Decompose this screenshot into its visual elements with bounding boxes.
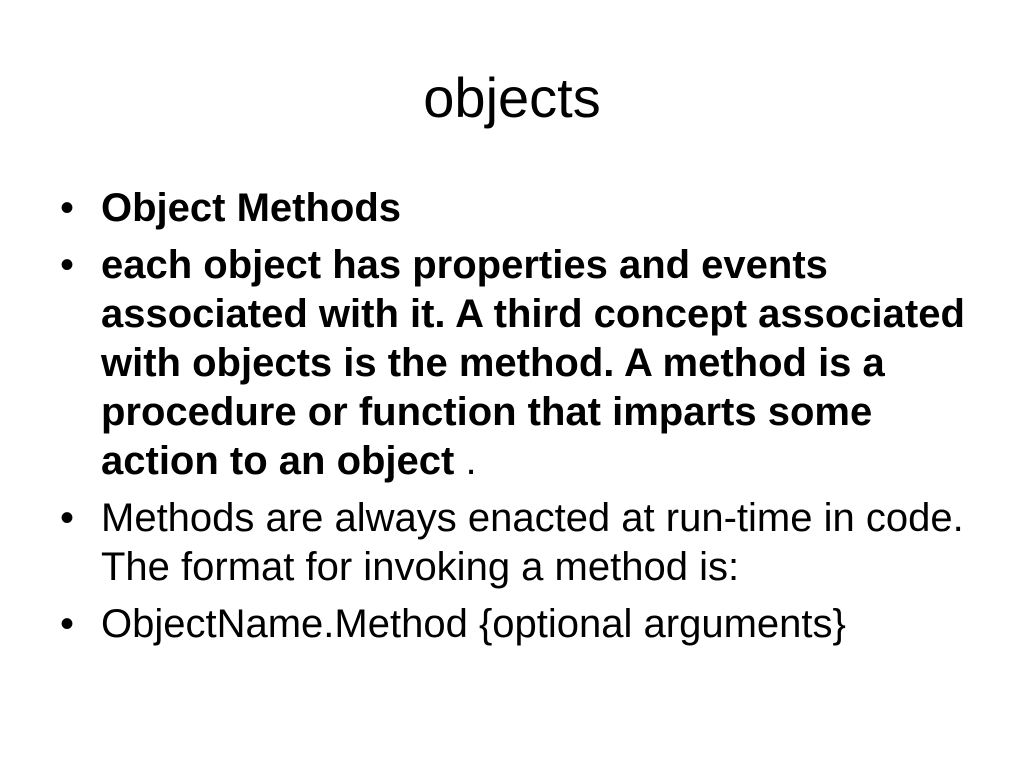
bullet-text: Methods are always enacted at run-time in code. The format for invoking a method is: — [101, 496, 964, 589]
slide-title: objects — [423, 66, 601, 129]
bullet-list — [60, 184, 980, 657]
bullet-text: each object has properties and events associated with it. A third concept associated with objects is the method. A method is a procedure or function that imparts some action to an object — [101, 243, 965, 483]
bullet-item — [60, 241, 980, 486]
bullet-item — [60, 600, 980, 649]
bullet-item — [60, 184, 980, 233]
bullet-icon: • — [60, 186, 75, 230]
bullet-icon: • — [60, 496, 75, 540]
bullet-text: ObjectName.Method {optional arguments} — [101, 602, 846, 646]
bullet-icon: • — [60, 602, 75, 646]
bullet-suffix: . — [454, 439, 477, 483]
bullet-item — [60, 494, 980, 592]
bullet-icon: • — [60, 243, 75, 287]
bullet-text: Object Methods — [101, 186, 402, 230]
